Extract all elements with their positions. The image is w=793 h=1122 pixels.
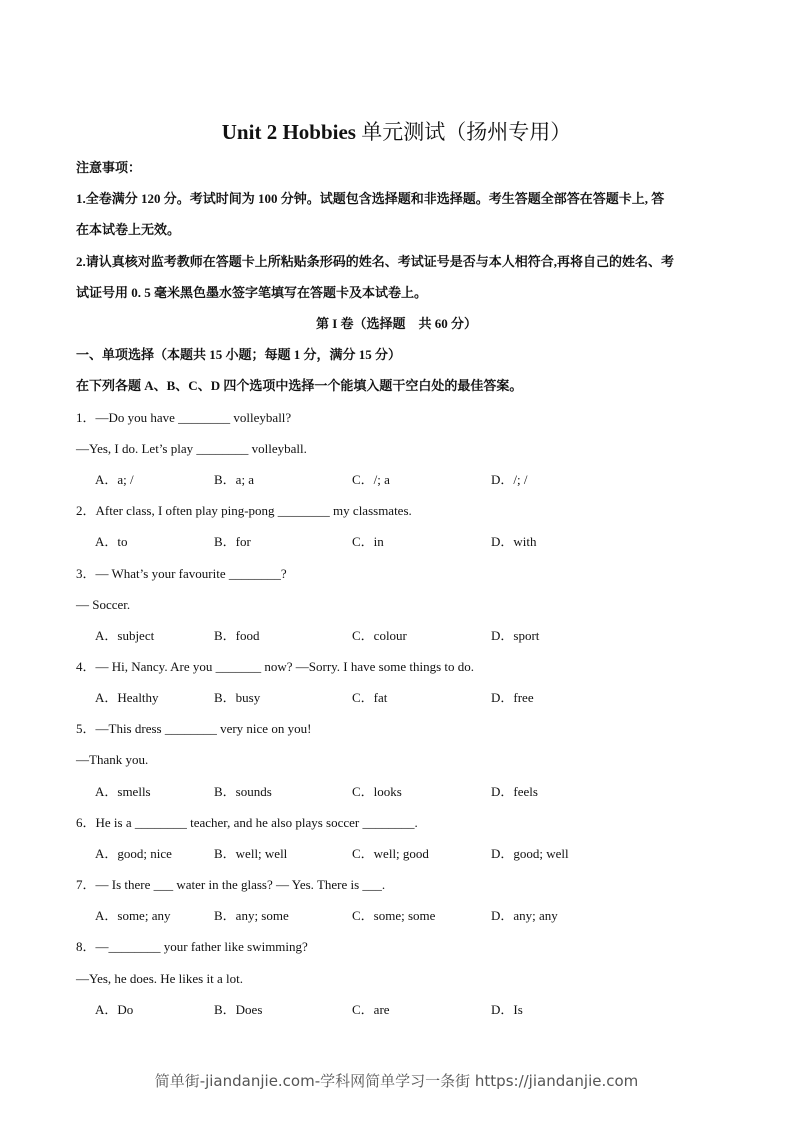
q8-option-d: D．Is xyxy=(491,1002,523,1017)
q1-option-d: D．/; / xyxy=(491,472,528,487)
q5-option-d: D．feels xyxy=(491,784,538,799)
part-heading: 一、单项选择（本题共 15 小题；每题 1 分，满分 15 分） xyxy=(76,347,402,362)
q4-option-a: A．Healthy xyxy=(95,690,159,705)
question-5: 5．—This dress ________ very nice on you! xyxy=(76,721,312,736)
volume-heading: 第 I 卷（选择题 共 60 分） xyxy=(315,316,478,331)
q7-option-a: A．some; any xyxy=(95,908,171,923)
watermark-footer: 简单街-jiandanjie.com-学科网简单学习一条街 https://jiandanjie.com xyxy=(154,1072,639,1090)
q5-option-b: B．sounds xyxy=(214,784,272,799)
question-8: 8．—________ your father like swimming? xyxy=(76,939,308,954)
q1-option-c: C．/; a xyxy=(352,472,390,487)
q8-option-a: A．Do xyxy=(95,1002,134,1017)
q4-option-b: B．busy xyxy=(214,690,261,705)
notice-item-2: 2.请认真核对监考教师在答题卡上所粘贴条形码的姓名、考试证号是否与本人相符合,再将自己的姓名、考 xyxy=(76,254,675,269)
q5-option-c: C．looks xyxy=(352,784,402,799)
q3-option-a: A．subject xyxy=(95,628,155,643)
q8-option-b: B．Does xyxy=(214,1002,263,1017)
q6-option-d: D．good; well xyxy=(491,846,569,861)
q3-option-c: C．colour xyxy=(352,628,407,643)
question-1-reply: —Yes, I do. Let’s play ________ volleyball. xyxy=(76,441,307,456)
question-7: 7．— Is there ___ water in the glass? — Yes. There is ___. xyxy=(76,877,386,892)
notice-heading: 注意事项： xyxy=(76,160,142,175)
q2-option-c: C．in xyxy=(352,534,384,549)
q2-option-a: A．to xyxy=(95,534,128,549)
q1-option-b: B．a; a xyxy=(214,472,255,487)
q7-option-d: D．any; any xyxy=(491,908,558,923)
question-8-reply: —Yes, he does. He likes it a lot. xyxy=(76,971,243,986)
question-2: 2．After class, I often play ping-pong ________ my classmates. xyxy=(76,503,412,518)
q4-option-c: C．fat xyxy=(352,690,388,705)
q7-option-b: B．any; some xyxy=(214,908,289,923)
q6-option-c: C．well; good xyxy=(352,846,429,861)
question-4: 4．— Hi, Nancy. Are you _______ now? —Sorry. I have some things to do. xyxy=(76,659,475,674)
q6-option-b: B．well; well xyxy=(214,846,288,861)
q3-option-b: B．food xyxy=(214,628,260,643)
question-1: 1．—Do you have ________ volleyball? xyxy=(76,410,292,425)
question-6: 6．He is a ________ teacher, and he also plays soccer ________. xyxy=(76,815,418,830)
q3-option-d: D．sport xyxy=(491,628,540,643)
title-cn: 单元测试（扬州专用） xyxy=(361,120,572,144)
q4-option-d: D．free xyxy=(491,690,534,705)
title-en: Unit 2 Hobbies xyxy=(221,120,362,144)
question-3: 3．— What’s your favourite ________? xyxy=(76,566,287,581)
q1-option-a: A．a; / xyxy=(95,472,134,487)
q2-option-d: D．with xyxy=(491,534,537,549)
q6-option-a: A．good; nice xyxy=(95,846,172,861)
q7-option-c: C．some; some xyxy=(352,908,436,923)
page-title xyxy=(0,116,793,146)
instruction: 在下列各题 A、B、C、D 四个选项中选择一个能填入题干空白处的最佳答案。 xyxy=(76,378,523,393)
q8-option-c: C．are xyxy=(352,1002,390,1017)
notice-item-1: 1.全卷满分 120 分。考试时间为 100 分钟。试题包含选择题和非选择题。考生答题全部答在答题卡上, 答 xyxy=(76,191,665,206)
notice-item-2-cont: 试证号用 0. 5 毫米黑色墨水签字笔填写在答题卡及本试卷上。 xyxy=(76,285,428,300)
question-5-reply: —Thank you. xyxy=(76,752,149,767)
q5-option-a: A．smells xyxy=(95,784,151,799)
notice-item-1-cont: 在本试卷上无效。 xyxy=(76,222,181,237)
q2-option-b: B．for xyxy=(214,534,251,549)
question-3-reply: — Soccer. xyxy=(76,597,131,612)
